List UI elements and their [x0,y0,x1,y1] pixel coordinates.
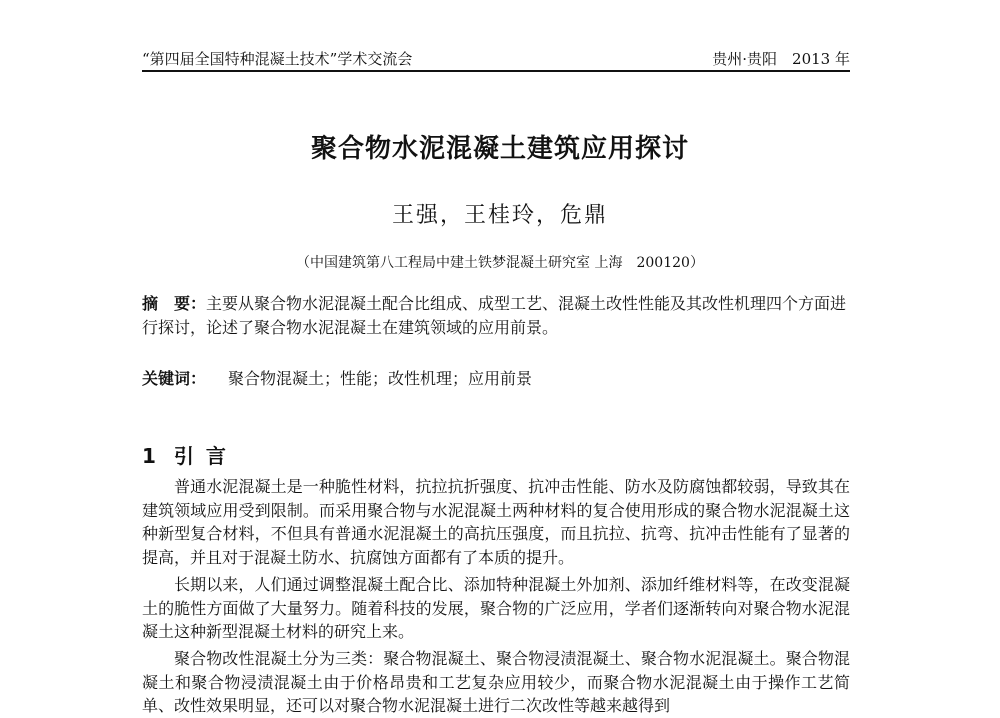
body-paragraph: 聚合物改性混凝土分为三类：聚合物混凝土、聚合物浸渍混凝土、聚合物水泥混凝土。聚合物混凝土和聚合物浸渍混凝土由于价格昂贵和工艺复杂应用较少，而聚合物水泥混凝土由于操作工艺简单、改性效果明显，还可以对聚合物水泥混凝土进行二次改性等越来越得到 [142,649,850,715]
abstract-text: 主要从聚合物水泥混凝土配合比组成、成型工艺、混凝土改性性能及其改性机理四个方面进行探讨，论述了聚合物水泥混凝土在建筑领域的应用前景。 [142,294,847,337]
keywords-text: 聚合物混凝土；性能；改性机理；应用前景 [228,369,533,388]
paper-title: 聚合物水泥混凝土建筑应用探讨 [310,134,689,164]
running-header [142,44,850,72]
header-conference: “第四届全国特种混凝土技术”学术交流会 [142,50,413,68]
section-number: 1 [142,444,156,468]
abstract [142,292,850,340]
section-title: 引言 [173,444,238,468]
paper-authors: 王强，王桂玲，危鼎 [391,203,608,228]
header-location-year: 贵州·贵阳 2013 年 [712,50,850,68]
body-paragraph: 普通水泥混凝土是一种脆性材料，抗拉抗折强度、抗冲击性能、防水及防腐蚀都较弱，导致其在建筑领域应用受到限制。而采用聚合物与水泥混凝土两种材料的复合使用形成的聚合物水泥混凝土这种新型复合材料，不但具有普通水泥混凝土的高抗压强度，而且抗拉、抗弯、抗冲击性能有了显著的提高，并且对于混凝土防水、抗腐蚀方面都有了本质的提升。 [142,477,850,567]
section-heading [142,440,238,469]
body-paragraph: 长期以来，人们通过调整混凝土配合比、添加特种混凝土外加剂、添加纤维材料等，在改变混凝土的脆性方面做了大量努力。随着科技的发展，聚合物的广泛应用，学者们逐渐转向对聚合物水泥混凝土这种新型混凝土材料的研究上来。 [142,575,850,641]
keywords [142,366,850,389]
author-affiliation: （中国建筑第八工程局中建土铁梦混凝土研究室 上海 200120） [296,255,704,271]
abstract-label: 摘 要： [142,294,207,313]
keywords-label: 关键词： [142,369,207,388]
